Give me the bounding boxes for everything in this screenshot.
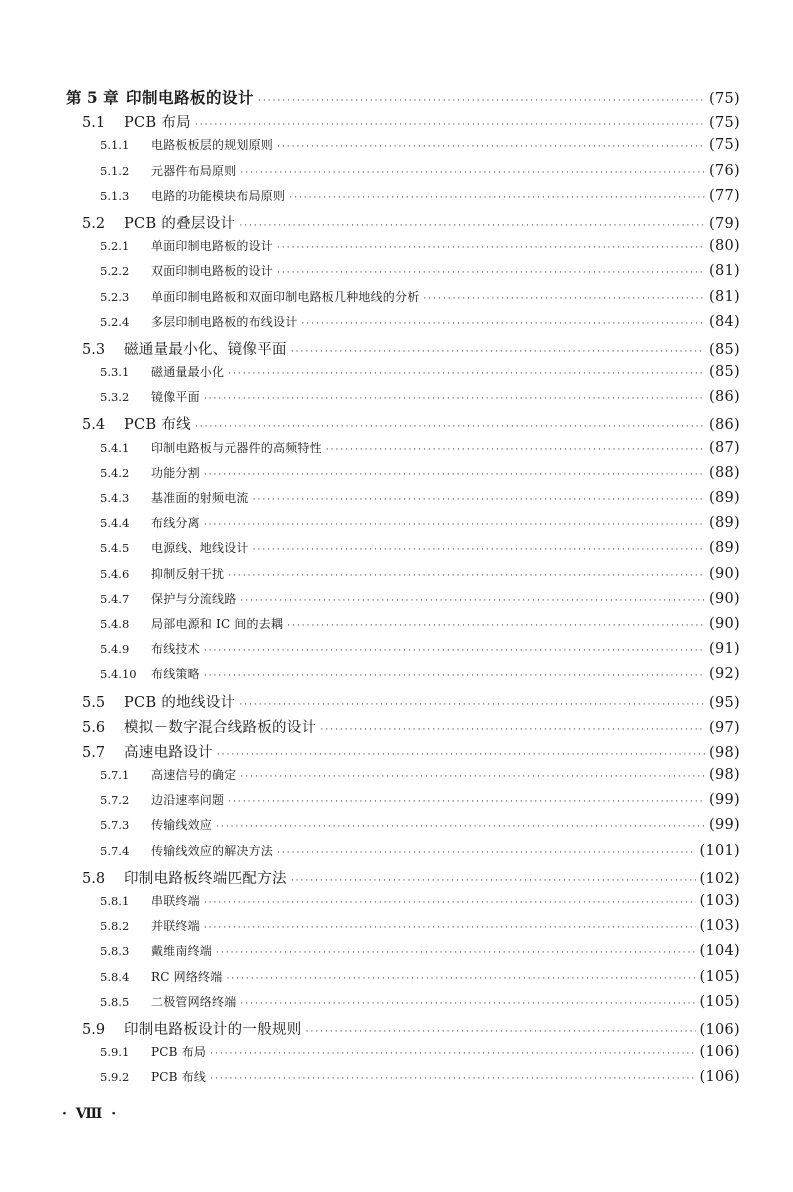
toc-entry-page: (88)	[709, 464, 740, 481]
toc-entry-number: 5.4.3	[100, 491, 130, 505]
toc-entry-number: 5.2.2	[100, 264, 130, 279]
dot-leader	[277, 142, 705, 152]
toc-entry-page: (101)	[699, 842, 740, 859]
toc-entry-title: 磁通量最小化、镜像平面	[124, 341, 287, 358]
toc-entry-title: 传输线效应	[151, 818, 213, 833]
toc-entry-page: (105)	[699, 968, 740, 985]
toc-entry-number: 5.4.10	[100, 667, 137, 682]
toc-entry-number: 5.8.3	[100, 944, 130, 959]
toc-entry-title: 双面印制电路板的设计	[151, 264, 274, 279]
dot-leader	[217, 750, 705, 760]
toc-entry-page: (99)	[709, 792, 740, 809]
toc-entry-page: (105)	[699, 993, 740, 1010]
toc-entry-page: (85)	[709, 341, 740, 358]
toc-entry-subsection	[66, 136, 740, 161]
table-of-contents	[66, 86, 740, 1094]
toc-entry-subsection	[66, 363, 740, 388]
toc-entry-number: 5.5	[82, 694, 106, 711]
toc-entry-number: 5.1.3	[100, 188, 130, 203]
toc-entry-page: (76)	[709, 162, 740, 179]
dot-leader	[228, 369, 705, 379]
toc-entry-subsection	[66, 514, 740, 539]
toc-entry-section	[66, 338, 740, 363]
toc-entry-section	[66, 867, 740, 892]
toc-entry-subsection	[66, 816, 740, 841]
toc-entry-number: 5.3.2	[100, 390, 130, 405]
toc-entry-page: (79)	[709, 215, 740, 232]
toc-entry-page: (98)	[709, 767, 740, 784]
toc-entry-page: (91)	[709, 641, 740, 658]
dot-leader	[195, 120, 705, 130]
dot-leader	[240, 772, 705, 782]
toc-entry-number: 5.8	[82, 870, 106, 887]
toc-entry-page: (106)	[699, 1069, 740, 1086]
toc-entry-title: 串联终端	[151, 894, 200, 908]
toc-entry-page: (106)	[699, 1044, 740, 1061]
toc-entry-number: 5.2.3	[100, 289, 130, 304]
toc-entry-page: (86)	[709, 417, 740, 434]
toc-entry-number: 5.7.3	[100, 818, 130, 833]
toc-entry-subsection	[66, 590, 740, 615]
toc-entry-number: 5.9.2	[100, 1070, 130, 1085]
toc-entry-page: (77)	[709, 187, 740, 204]
toc-entry-title: 镜像平面	[151, 390, 200, 405]
toc-entry-number: 5.1.1	[100, 138, 130, 153]
toc-entry-title: PCB 的叠层设计	[124, 215, 236, 232]
toc-entry-title: 电源线、地线设计	[151, 541, 249, 556]
toc-entry-page: (98)	[709, 744, 740, 761]
dot-leader	[320, 725, 705, 735]
toc-entry-title: 布线分离	[151, 516, 200, 531]
toc-entry-page: (92)	[709, 666, 740, 683]
toc-entry-subsection	[66, 615, 740, 640]
toc-entry-number: 5.3.1	[100, 365, 130, 380]
toc-entry-number: 5.7.4	[100, 843, 130, 858]
dot-leader	[291, 347, 705, 357]
toc-entry-number: 5.4	[82, 417, 106, 434]
dot-leader	[226, 974, 695, 984]
toc-entry-page: (89)	[709, 540, 740, 557]
toc-entry-title: 印制电路板的设计	[126, 88, 255, 107]
toc-entry-page: (106)	[699, 1021, 740, 1038]
toc-entry-number: 5.4.5	[100, 541, 130, 556]
dot-leader	[204, 898, 696, 908]
toc-entry-subsection	[66, 565, 740, 590]
toc-entry-title: 电路的功能模块布局原则	[151, 188, 286, 203]
toc-entry-subsection	[66, 464, 740, 489]
toc-entry-number: 5.4.4	[100, 516, 130, 531]
dot-leader	[239, 221, 705, 231]
toc-entry-subsection	[66, 237, 740, 262]
toc-entry-title: 传输线效应的解决方法	[151, 843, 274, 858]
toc-entry-number: 5.7.2	[100, 793, 130, 808]
toc-entry-subsection	[66, 766, 740, 791]
toc-entry-number: 5.8.1	[100, 894, 130, 908]
dot-leader	[253, 495, 705, 505]
toc-entry-subsection	[66, 539, 740, 564]
toc-entry-section	[66, 111, 740, 136]
toc-entry-number: 5.2.4	[100, 314, 130, 329]
toc-entry-title: 布线策略	[151, 667, 200, 682]
toc-entry-page: (89)	[709, 490, 740, 506]
toc-entry-subsection	[66, 162, 740, 187]
toc-entry-subsection	[66, 842, 740, 867]
dot-leader	[253, 545, 705, 555]
toc-entry-number: 5.4.8	[100, 616, 130, 631]
dot-leader	[210, 1074, 695, 1084]
toc-entry-subsection	[66, 313, 740, 338]
dot-leader	[204, 470, 705, 480]
toc-entry-subsection	[66, 439, 740, 464]
toc-entry-section	[66, 741, 740, 766]
dot-leader	[277, 268, 705, 278]
toc-entry-subsection	[66, 288, 740, 313]
toc-entry-section	[66, 716, 740, 741]
toc-entry-number: 5.4.9	[100, 642, 130, 657]
toc-entry-title: PCB 布局	[124, 115, 191, 132]
toc-entry-title: 电路板板层的规划原则	[151, 138, 274, 153]
toc-entry-title: 多层印制电路板的布线设计	[151, 314, 298, 329]
toc-entry-page: (85)	[709, 364, 740, 381]
dot-leader	[258, 96, 705, 106]
toc-entry-page: (89)	[709, 515, 740, 532]
toc-entry-page: (103)	[699, 918, 740, 935]
toc-entry-title: 边沿速率问题	[151, 793, 225, 808]
toc-entry-number: 5.4.1	[100, 440, 130, 455]
toc-entry-page: (90)	[709, 615, 740, 632]
toc-entry-section	[66, 413, 740, 438]
toc-entry-title: 印制电路板终端匹配方法	[124, 870, 287, 887]
toc-entry-subsection	[66, 917, 740, 942]
toc-entry-subsection	[66, 968, 740, 993]
toc-entry-number: 5.9.1	[100, 1045, 130, 1060]
toc-entry-title: 模拟－数字混合线路板的设计	[124, 719, 317, 736]
toc-entry-title: 功能分割	[151, 465, 200, 480]
toc-entry-title: 基准面的射频电流	[151, 491, 249, 505]
toc-entry-chapter	[66, 86, 740, 111]
dot-leader	[301, 319, 705, 329]
dot-leader	[195, 422, 705, 432]
toc-entry-page: (103)	[699, 893, 740, 909]
toc-entry-number: 5.3	[82, 341, 106, 358]
dot-leader	[216, 948, 695, 958]
toc-entry-number: 5.4.6	[100, 566, 130, 581]
toc-entry-number: 5.6	[82, 719, 106, 736]
toc-entry-page: (75)	[709, 115, 740, 132]
toc-entry-title: 高速电路设计	[124, 744, 213, 761]
toc-entry-page: (90)	[709, 590, 740, 607]
toc-entry-page: (84)	[709, 313, 740, 330]
toc-entry-page: (75)	[709, 137, 740, 154]
toc-entry-title: 并联终端	[151, 919, 200, 934]
toc-entry-subsection	[66, 1068, 740, 1093]
toc-entry-title: PCB 的地线设计	[124, 694, 236, 711]
toc-entry-title: 局部电源和 IC 间的去耦	[151, 616, 284, 631]
toc-entry-page: (99)	[709, 817, 740, 834]
toc-entry-subsection	[66, 187, 740, 212]
toc-entry-page: (87)	[709, 439, 740, 456]
toc-entry-section	[66, 691, 740, 716]
toc-entry-subsection	[66, 993, 740, 1018]
page-number: · Ⅷ ·	[62, 1106, 119, 1122]
dot-leader	[289, 193, 705, 203]
dot-leader	[204, 646, 705, 656]
dot-leader	[240, 168, 705, 178]
toc-entry-title: PCB 布线	[151, 1070, 207, 1085]
toc-entry-subsection	[66, 892, 740, 917]
toc-entry-subsection	[66, 1043, 740, 1068]
toc-entry-subsection	[66, 640, 740, 665]
toc-entry-title: PCB 布局	[151, 1045, 207, 1060]
toc-entry-page: (97)	[709, 719, 740, 736]
toc-entry-number: 5.7	[82, 744, 106, 761]
toc-entry-page: (75)	[709, 91, 740, 107]
toc-entry-number: 5.4.7	[100, 591, 130, 606]
toc-entry-page: (102)	[699, 870, 740, 887]
toc-entry-subsection	[66, 665, 740, 690]
toc-entry-title: 保护与分流线路	[151, 591, 237, 606]
toc-entry-subsection	[66, 388, 740, 413]
dot-leader	[228, 797, 705, 807]
dot-leader	[204, 671, 705, 681]
toc-entry-section	[66, 1018, 740, 1043]
toc-entry-page: (104)	[699, 943, 740, 960]
toc-entry-number: 5.9	[82, 1021, 106, 1038]
toc-entry-title: 单面印制电路板和双面印制电路板几种地线的分析	[151, 289, 420, 304]
dot-leader	[277, 243, 705, 253]
toc-entry-number: 5.2.1	[100, 239, 130, 254]
toc-entry-page: (95)	[709, 694, 740, 711]
toc-entry-page: (81)	[709, 288, 740, 305]
dot-leader	[240, 596, 705, 606]
toc-entry-page: (81)	[709, 263, 740, 280]
dot-leader	[204, 520, 705, 530]
toc-entry-page: (86)	[709, 389, 740, 406]
dot-leader	[423, 294, 705, 304]
toc-entry-subsection	[66, 489, 740, 514]
dot-leader	[204, 394, 705, 404]
toc-entry-title: 布线技术	[151, 642, 200, 657]
toc-entry-title: 戴维南终端	[151, 944, 213, 959]
toc-entry-title: 高速信号的确定	[151, 768, 237, 783]
dot-leader	[210, 1049, 695, 1059]
toc-entry-subsection	[66, 942, 740, 967]
toc-entry-title: 单面印制电路板的设计	[151, 239, 274, 254]
toc-entry-title: 印制电路板与元器件的高频特性	[151, 440, 322, 455]
dot-leader	[277, 848, 695, 858]
dot-leader	[306, 1027, 696, 1037]
toc-entry-title: 印制电路板设计的一般规则	[124, 1021, 302, 1038]
toc-entry-title: 抑制反射干扰	[151, 566, 225, 581]
toc-entry-number: 5.8.2	[100, 919, 130, 934]
dot-leader	[228, 571, 705, 581]
toc-entry-number: 5.1.2	[100, 163, 130, 178]
toc-entry-title: 二极管网络终端	[151, 994, 237, 1009]
toc-entry-page: (80)	[709, 238, 740, 255]
toc-entry-number: 5.1	[82, 115, 106, 132]
dot-leader	[240, 999, 695, 1009]
toc-entry-title: 磁通量最小化	[151, 365, 225, 380]
toc-entry-section	[66, 212, 740, 237]
toc-entry-subsection	[66, 262, 740, 287]
toc-entry-number: 5.8.5	[100, 994, 130, 1009]
dot-leader	[291, 876, 696, 886]
dot-leader	[326, 445, 705, 455]
toc-entry-number: 5.7.1	[100, 768, 130, 783]
toc-entry-number: 5.8.4	[100, 969, 130, 984]
dot-leader	[204, 923, 696, 933]
dot-leader	[287, 621, 705, 631]
dot-leader	[216, 822, 705, 832]
toc-entry-number: 第 5 章	[66, 88, 119, 107]
toc-entry-number: 5.4.2	[100, 465, 130, 480]
toc-entry-title: 元器件布局原则	[151, 163, 237, 178]
toc-entry-subsection	[66, 791, 740, 816]
toc-entry-number: 5.2	[82, 215, 106, 232]
toc-entry-title: PCB 布线	[124, 417, 191, 434]
toc-entry-title: RC 网络终端	[151, 969, 223, 984]
toc-entry-page: (90)	[709, 565, 740, 582]
dot-leader	[239, 700, 705, 710]
